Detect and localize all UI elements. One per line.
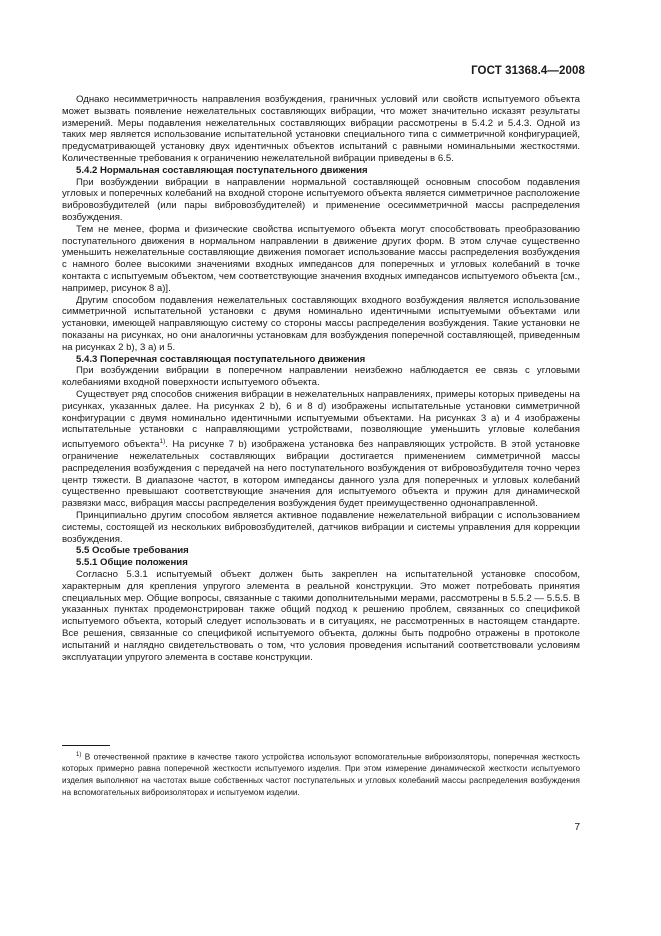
standard-header: ГОСТ 31368.4—2008 <box>471 65 585 77</box>
footnote <box>62 750 580 798</box>
body-text <box>62 94 580 663</box>
footnote-text: В отечественной практике в качестве такого устройства используют вспомогательные виброизоляторы, поперечная жесткость которых примерно равна поперечной жесткости испытуемого изделия. При этом измерение динамической жесткости испытуемого изделия выполняют на частотах выше собственных частот поступательных и угловых колебаний массы распределения возбуждения на вспомогательных виброизоляторах и испытуемом изделии. <box>62 752 580 797</box>
paragraph: Принципиально другим способом является активное подавление нежелательной вибрации с использованием системы, состоящей из нескольких вибровозбудителей, датчиков вибрации и системы управления для коррекции возбуждения. <box>62 510 580 545</box>
paragraph: При возбуждении вибрации в направлении нормальной составляющей основным способом подавления угловых и поперечных колебаний на входной стороне испытуемого объекта является симметричное расположение вибровозбудителей (или пары вибровозбудителей) и применение осесимметричной массы распределения возбуждения. <box>62 176 580 223</box>
page-number: 7 <box>574 822 580 833</box>
paragraph <box>62 389 580 510</box>
section-heading-5-5-1: 5.5.1 Общие положения <box>76 557 188 569</box>
footnote-marker: 1) <box>76 752 82 758</box>
paragraph: Согласно 5.3.1 испытуемый объект должен быть закреплен на испытательной установке способом, характерным для крепления упругого элемента в реальной конструкции. Это может потребовать принятия специальных мер. Общие вопросы, связанные с такими дополнительными мерами, рассмотрены в 5.5.2 — 5.5.5. В указанных пунктах продемонстрирован также общий подход к решению проблем, связанных со спецификой испытуемого объекта, который следует использовать и в ситуациях, не рассмотренных в настоящем стандарте. Все решения, связанные со спецификой испытуемого объекта, должны быть подробно отражены в протоколе испытаний и наглядно свидетельствовать о том, что условия проведения испытаний соответствовали условиям эксплуатации упругого элемента в составе конструкции. <box>62 569 580 663</box>
section-heading-5-4-3: 5.4.3 Поперечная составляющая поступательного движения <box>76 353 366 365</box>
footnote-ref[interactable]: 1) <box>159 438 166 446</box>
section-heading-5-5: 5.5 Особые требования <box>76 545 189 557</box>
paragraph: Тем не менее, форма и физические свойства испытуемого объекта могут способствовать преобразованию поступательного движения в нормальном направлении в движение других форм. В этом случае существенно уменьшить нежелательные составляющие движения помогает использование массы распределения возбуждения с намного более высокими значениями входных импедансов для поперечных и угловых колебаний в точке контакта с испытуемым объектом, чем соответствующие значения входных импедансов испытуемого объекта [см., например, рисунок 8 а)]. <box>62 223 580 294</box>
paragraph: Однако несимметричность направления возбуждения, граничных условий или свойств испытуемого объекта может вызвать появление нежелательных составляющих вибрации, что может значительно исказят результаты измерений. Меры подавления нежелательных составляющих вибрации рассмотрены в 5.4.2 и 5.4.3. Одной из таких мер является использование испытательной установки специального типа с симметричной конфигурацией, предусматривающей установку двух идентичных объектов испытаний с равными номинальными жесткостями. Количественные требования к ограничению нежелательной вибрации приведены в 6.5. <box>62 94 580 164</box>
paragraph-text: На рисунке 7 b) изображена установка без направляющих устройств. В этой установке ограничение нежелательных составляющих вибрации достигается применением симметричной массы распределения возбуждения с передачей на него поступательного возбуждения от вибровозбудителя точно через центр тяжести. В диапазоне частот, в котором импедансы данного узла для поперечных и угловых колебаний существенно превышают соответствующие значения для испытуемого объекта и пружин для динамической развязки масс, вибрация массы распределения возбуждения будет преимущественно однонаправленной. <box>62 439 581 510</box>
footnote-divider <box>62 745 110 746</box>
sentence-separator: . <box>165 439 173 451</box>
section-heading-5-4-2: 5.4.2 Нормальная составляющая поступательного движения <box>76 164 368 176</box>
paragraph: При возбуждении вибрации в поперечном направлении неизбежно наблюдается ее связь с угловыми колебаниями входной поверхности испытуемого объекта. <box>62 365 580 389</box>
paragraph: Другим способом подавления нежелательных составляющих входного возбуждения является использование симметричной испытательной установки с двумя номинально идентичными испытуемыми объектами или установки, имеющей направляющую систему со стороны массы распределения возбуждения. Такие установки не показаны на рисунках, но они аналогичны установкам для возбуждения поперечной составляющей, приведенным на рисунках 2 b), 3 а) и 5. <box>62 294 580 353</box>
paragraph-text: Существует ряд способов снижения вибрации в нежелательных направлениях, примеры которых приведены на рисунках, указанных далее. На рисунках 2 b), 6 и 8 d) изображены испытательные установки симметричной конфигурации с двумя номинально идентичными испытуемыми объектами. На рисунках 3 а) и 4 изображены испытательные установки с направляющими устройствами, позволяющие уменьшить угловые колебания испытуемого объекта <box>62 388 580 451</box>
